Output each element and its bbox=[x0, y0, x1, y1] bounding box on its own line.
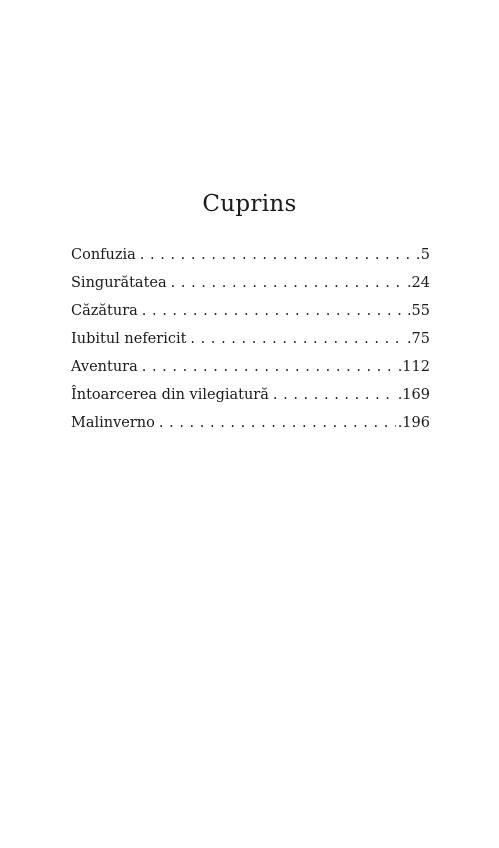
toc-dot-leader bbox=[159, 413, 396, 433]
toc-dot-leader bbox=[190, 329, 405, 349]
toc-entry bbox=[71, 357, 430, 385]
toc-entry-page: .75 bbox=[406, 331, 430, 347]
toc-dot-leader bbox=[142, 301, 405, 321]
toc-entry-label: Întoarcerea din vilegiatură bbox=[71, 387, 269, 403]
toc-dot-leader bbox=[171, 273, 405, 293]
toc-entry-label: Singurătatea bbox=[71, 275, 167, 291]
page-title: Cuprins bbox=[202, 191, 297, 218]
toc-entry bbox=[71, 385, 430, 413]
toc-entry bbox=[71, 273, 430, 301]
toc-entry-page: .55 bbox=[406, 303, 430, 319]
toc-entry-label: Iubitul nefericit bbox=[71, 331, 187, 347]
toc-dot-leader bbox=[273, 385, 396, 405]
toc-dot-leader bbox=[140, 245, 419, 265]
toc-entry bbox=[71, 413, 430, 441]
toc-entry-label: Confuzia bbox=[71, 247, 136, 263]
toc-entry-page: .24 bbox=[406, 275, 430, 291]
toc-entry bbox=[71, 329, 430, 357]
toc-entry-page: .112 bbox=[397, 359, 430, 375]
toc-entry bbox=[71, 245, 430, 273]
toc-entry-page: .196 bbox=[397, 415, 430, 431]
toc-entry-page: 5 bbox=[420, 247, 430, 263]
toc-entry-label: Aventura bbox=[71, 359, 138, 375]
toc-dot-leader bbox=[142, 357, 396, 377]
table-of-contents bbox=[71, 245, 430, 441]
toc-entry-page: .169 bbox=[397, 387, 430, 403]
toc-entry-label: Căzătura bbox=[71, 303, 138, 319]
toc-entry bbox=[71, 301, 430, 329]
toc-entry-label: Malinverno bbox=[71, 415, 155, 431]
